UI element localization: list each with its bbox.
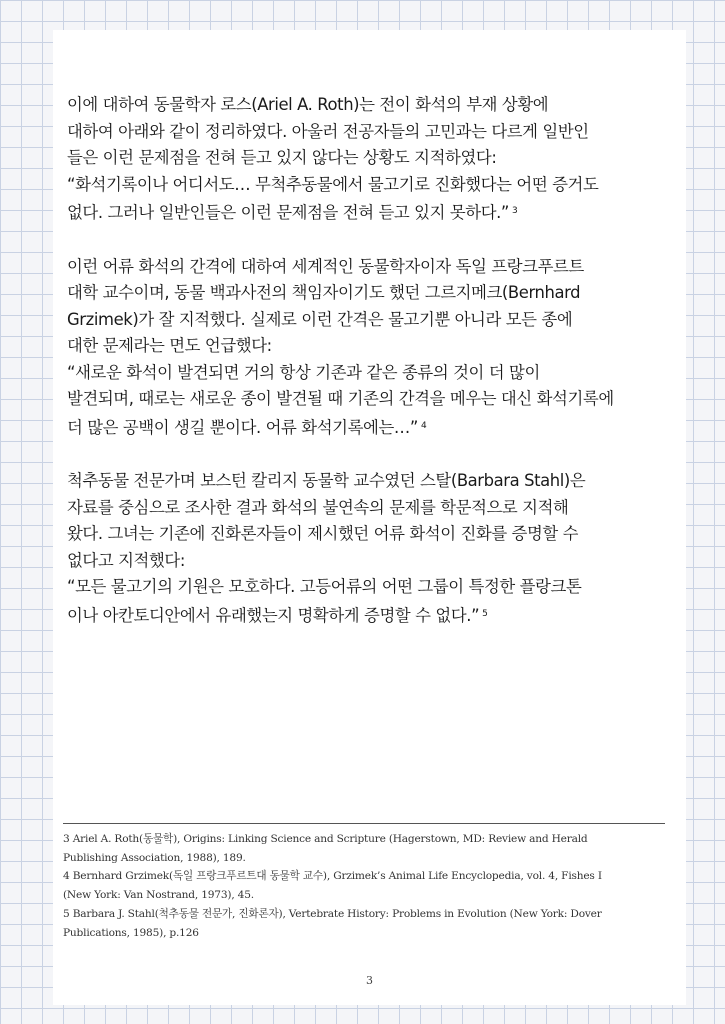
text-line: 이에 대하여 동물학자 로스(Ariel A. Roth)는 전이 화석의 부재 상황에 (67, 95, 549, 114)
paragraph-grzimek (67, 254, 675, 442)
footnote-line: 4 Bernhard Grzimek(독일 프랑크푸르트대 동물학 교수), Grzimek’s Animal Life Encyclopedia, vol. 4, Fishes I (63, 870, 602, 883)
footnote-4 (63, 867, 673, 904)
footnote-ref: 4 (421, 420, 427, 431)
footnote-ref: 5 (482, 608, 488, 619)
text-line: Grzimek)가 잘 지적했다. 실제로 이런 간격은 물고기뿐 아니라 모든 종에 (67, 309, 573, 329)
footnote-line: 5 Barbara J. Stahl(척추동물 전문가, 진화론자), Vertebrate History: Problems in Evolution (New York: Dover (63, 907, 602, 920)
text-line: 대한 문제라는 면도 언급했다: (67, 336, 272, 355)
text-line: “화석기록이나 어디서도… 무척추동물에서 물고기로 진화했다는 어떤 증거도 (67, 174, 599, 194)
paragraph-roth (67, 92, 675, 227)
paragraph-stahl (67, 468, 675, 629)
footnote-line: (New York: Van Nostrand, 1973), 45. (63, 889, 254, 902)
text-line-content: 없다. 그러나 일반인들은 이런 문제점을 전혀 듣고 있지 못하다.” (67, 203, 510, 222)
footnote-divider (63, 823, 665, 824)
text-line: 없다고 지적했다: (67, 550, 185, 570)
text-line-content: 이나 아칸토디안에서 유래했는지 명확하게 증명할 수 없다.” (67, 605, 480, 625)
text-line: 자료를 중심으로 조사한 결과 화석의 불연속의 문제를 학문적으로 지적해 (67, 497, 569, 517)
footnote-line: 3 Ariel A. Roth(동물학), Origins: Linking Science and Scripture (Hagerstown, MD: Review and Herald (63, 833, 588, 845)
text-line: 이런 어류 화석의 간격에 대하여 세계적인 동물학자이자 독일 프랑크푸르트 (67, 256, 584, 276)
footnote-5 (63, 905, 673, 942)
document-page (53, 30, 686, 1005)
footnote-3 (63, 830, 673, 867)
text-line (67, 601, 675, 630)
footnote-line: Publishing Association, 1988), 189. (63, 851, 246, 864)
text-line: 대학 교수이며, 동물 백과사전의 책임자이기도 했던 그르지메크(Bernhard (67, 283, 581, 302)
text-line: “모든 물고기의 기원은 모호하다. 고등어류의 어떤 그룹이 특정한 플랑크톤 (67, 577, 582, 596)
page-number: 3 (366, 974, 373, 987)
footnote-ref: 3 (512, 206, 518, 216)
text-line (67, 413, 675, 442)
text-line: 왔다. 그녀는 기존에 진화론자들이 제시했던 어류 화석이 진화를 증명할 수 (67, 524, 579, 543)
text-line: 대하여 아래와 같이 정리하였다. 아울러 전공자들의 고민과는 다르게 일반인 (67, 121, 589, 141)
text-line: 들은 이런 문제점을 전혀 듣고 있지 않다는 상황도 지적하였다: (67, 148, 497, 167)
body-text (67, 92, 675, 656)
text-line: 척추동물 전문가며 보스턴 칼리지 동물학 교수였던 스탈(Barbara Stahl)은 (67, 471, 586, 490)
footnotes (63, 830, 673, 942)
text-line: “새로운 화석이 발견되면 거의 항상 기존과 같은 종류의 것이 더 많이 (67, 362, 540, 382)
text-line-content: 더 많은 공백이 생길 뿐이다. 어류 화석기록에는…” (67, 417, 418, 437)
footnote-line: Publications, 1985), p.126 (63, 926, 199, 939)
text-line: 발견되며, 때로는 새로운 종이 발견될 때 기존의 간격을 메우는 대신 화석기록에 (67, 389, 614, 408)
text-line (67, 198, 675, 227)
